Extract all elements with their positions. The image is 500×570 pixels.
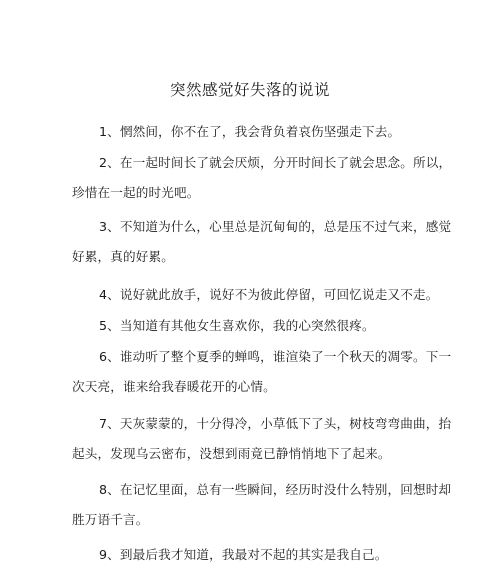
list-item-line: 4、说好就此放手，说好不为彼此停留，可回忆说走又不走。 [99,287,439,302]
list-item [96,280,439,310]
list-item-line: 起头，发现乌云密布，没想到雨竟已静悄悄地下了起来。 [72,446,391,461]
page-title: 突然感觉好失落的说说 [169,81,330,99]
list-item-line: 3、不知道为什么，心里总是沉甸甸的，总是压不过气来，感觉 [99,219,452,234]
list-item-line: 胜万语千言。 [72,512,149,527]
list-item-line: 次天亮，谁来给我春暖花开的心情。 [72,379,276,394]
list-item-line: 1、惘然间，你不在了，我会背负着哀伤坚强走下去。 [99,124,401,139]
list-item-line: 2、在一起时间长了就会厌烦，分开时间长了就会思念。所以， [99,155,452,170]
list-item-line: 7、天灰蒙蒙的，十分得冷，小草低下了头，树枝弯弯曲曲，抬 [99,416,452,431]
list-item [72,342,452,402]
list-item-line: 好累，真的好累。 [72,249,174,264]
list-item [72,148,452,208]
list-item-line: 珍惜在一起的时光吧。 [72,185,200,200]
list-item-line: 5、当知道有其他女生喜欢你，我的心突然很疼。 [99,318,375,333]
list-item [96,117,410,147]
list-item-line: 9、到最后我才知道，我最对不起的其实是我自己。 [99,547,388,562]
list-item [96,311,410,341]
list-item [72,475,452,535]
list-item-line: 6、谁动听了整个夏季的蝉鸣，谁渲染了一个秋天的凋零。下一 [99,349,452,364]
list-item [72,212,452,272]
list-item [72,409,452,469]
list-item-line: 8、在记忆里面，总有一些瞬间，经历时没什么特别，回想时却 [99,482,452,497]
